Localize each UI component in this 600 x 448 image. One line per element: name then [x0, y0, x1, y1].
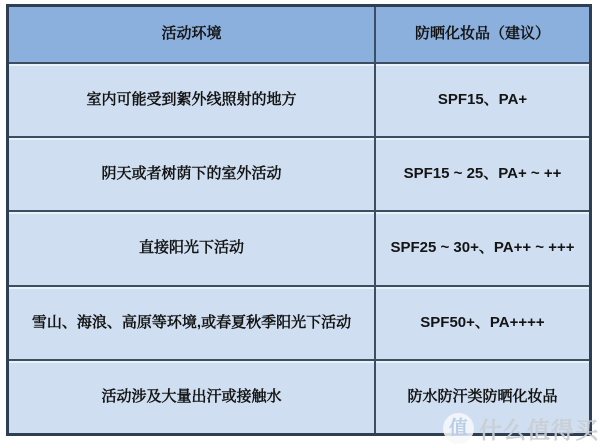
smzdm-badge-icon: 值: [443, 413, 474, 444]
cell-environment: 活动涉及大量出汗或接触水: [9, 361, 376, 433]
cell-environment: 直接阳光下活动: [9, 212, 376, 284]
cell-recommendation: SPF25 ~ 30+、PA++ ~ +++: [376, 212, 589, 284]
header-cell-recommendation: 防晒化妆品（建议）: [376, 7, 589, 62]
cell-recommendation: 防水防汗类防晒化妆品: [376, 361, 589, 433]
table-header-row: [9, 7, 589, 62]
cell-environment: 雪山、海浪、高原等环境,或春夏秋季阳光下活动: [9, 287, 376, 359]
header-cell-environment: 活动环境: [9, 7, 376, 62]
cell-environment: 阴天或者树荫下的室外活动: [9, 138, 376, 210]
sunscreen-recommendation-table: [6, 4, 592, 436]
table-row: [9, 285, 589, 359]
cell-recommendation: SPF15、PA+: [376, 64, 589, 136]
table-row: [9, 62, 589, 136]
watermark-label: 什么值得买: [479, 417, 599, 443]
table-row: [9, 136, 589, 210]
table-row: [9, 359, 589, 433]
cell-recommendation: SPF50+、PA++++: [376, 287, 589, 359]
table-row: [9, 210, 589, 284]
cell-recommendation: SPF15 ~ 25、PA+ ~ ++: [376, 138, 589, 210]
cell-environment: 室内可能受到絮外线照射的地方: [9, 64, 376, 136]
